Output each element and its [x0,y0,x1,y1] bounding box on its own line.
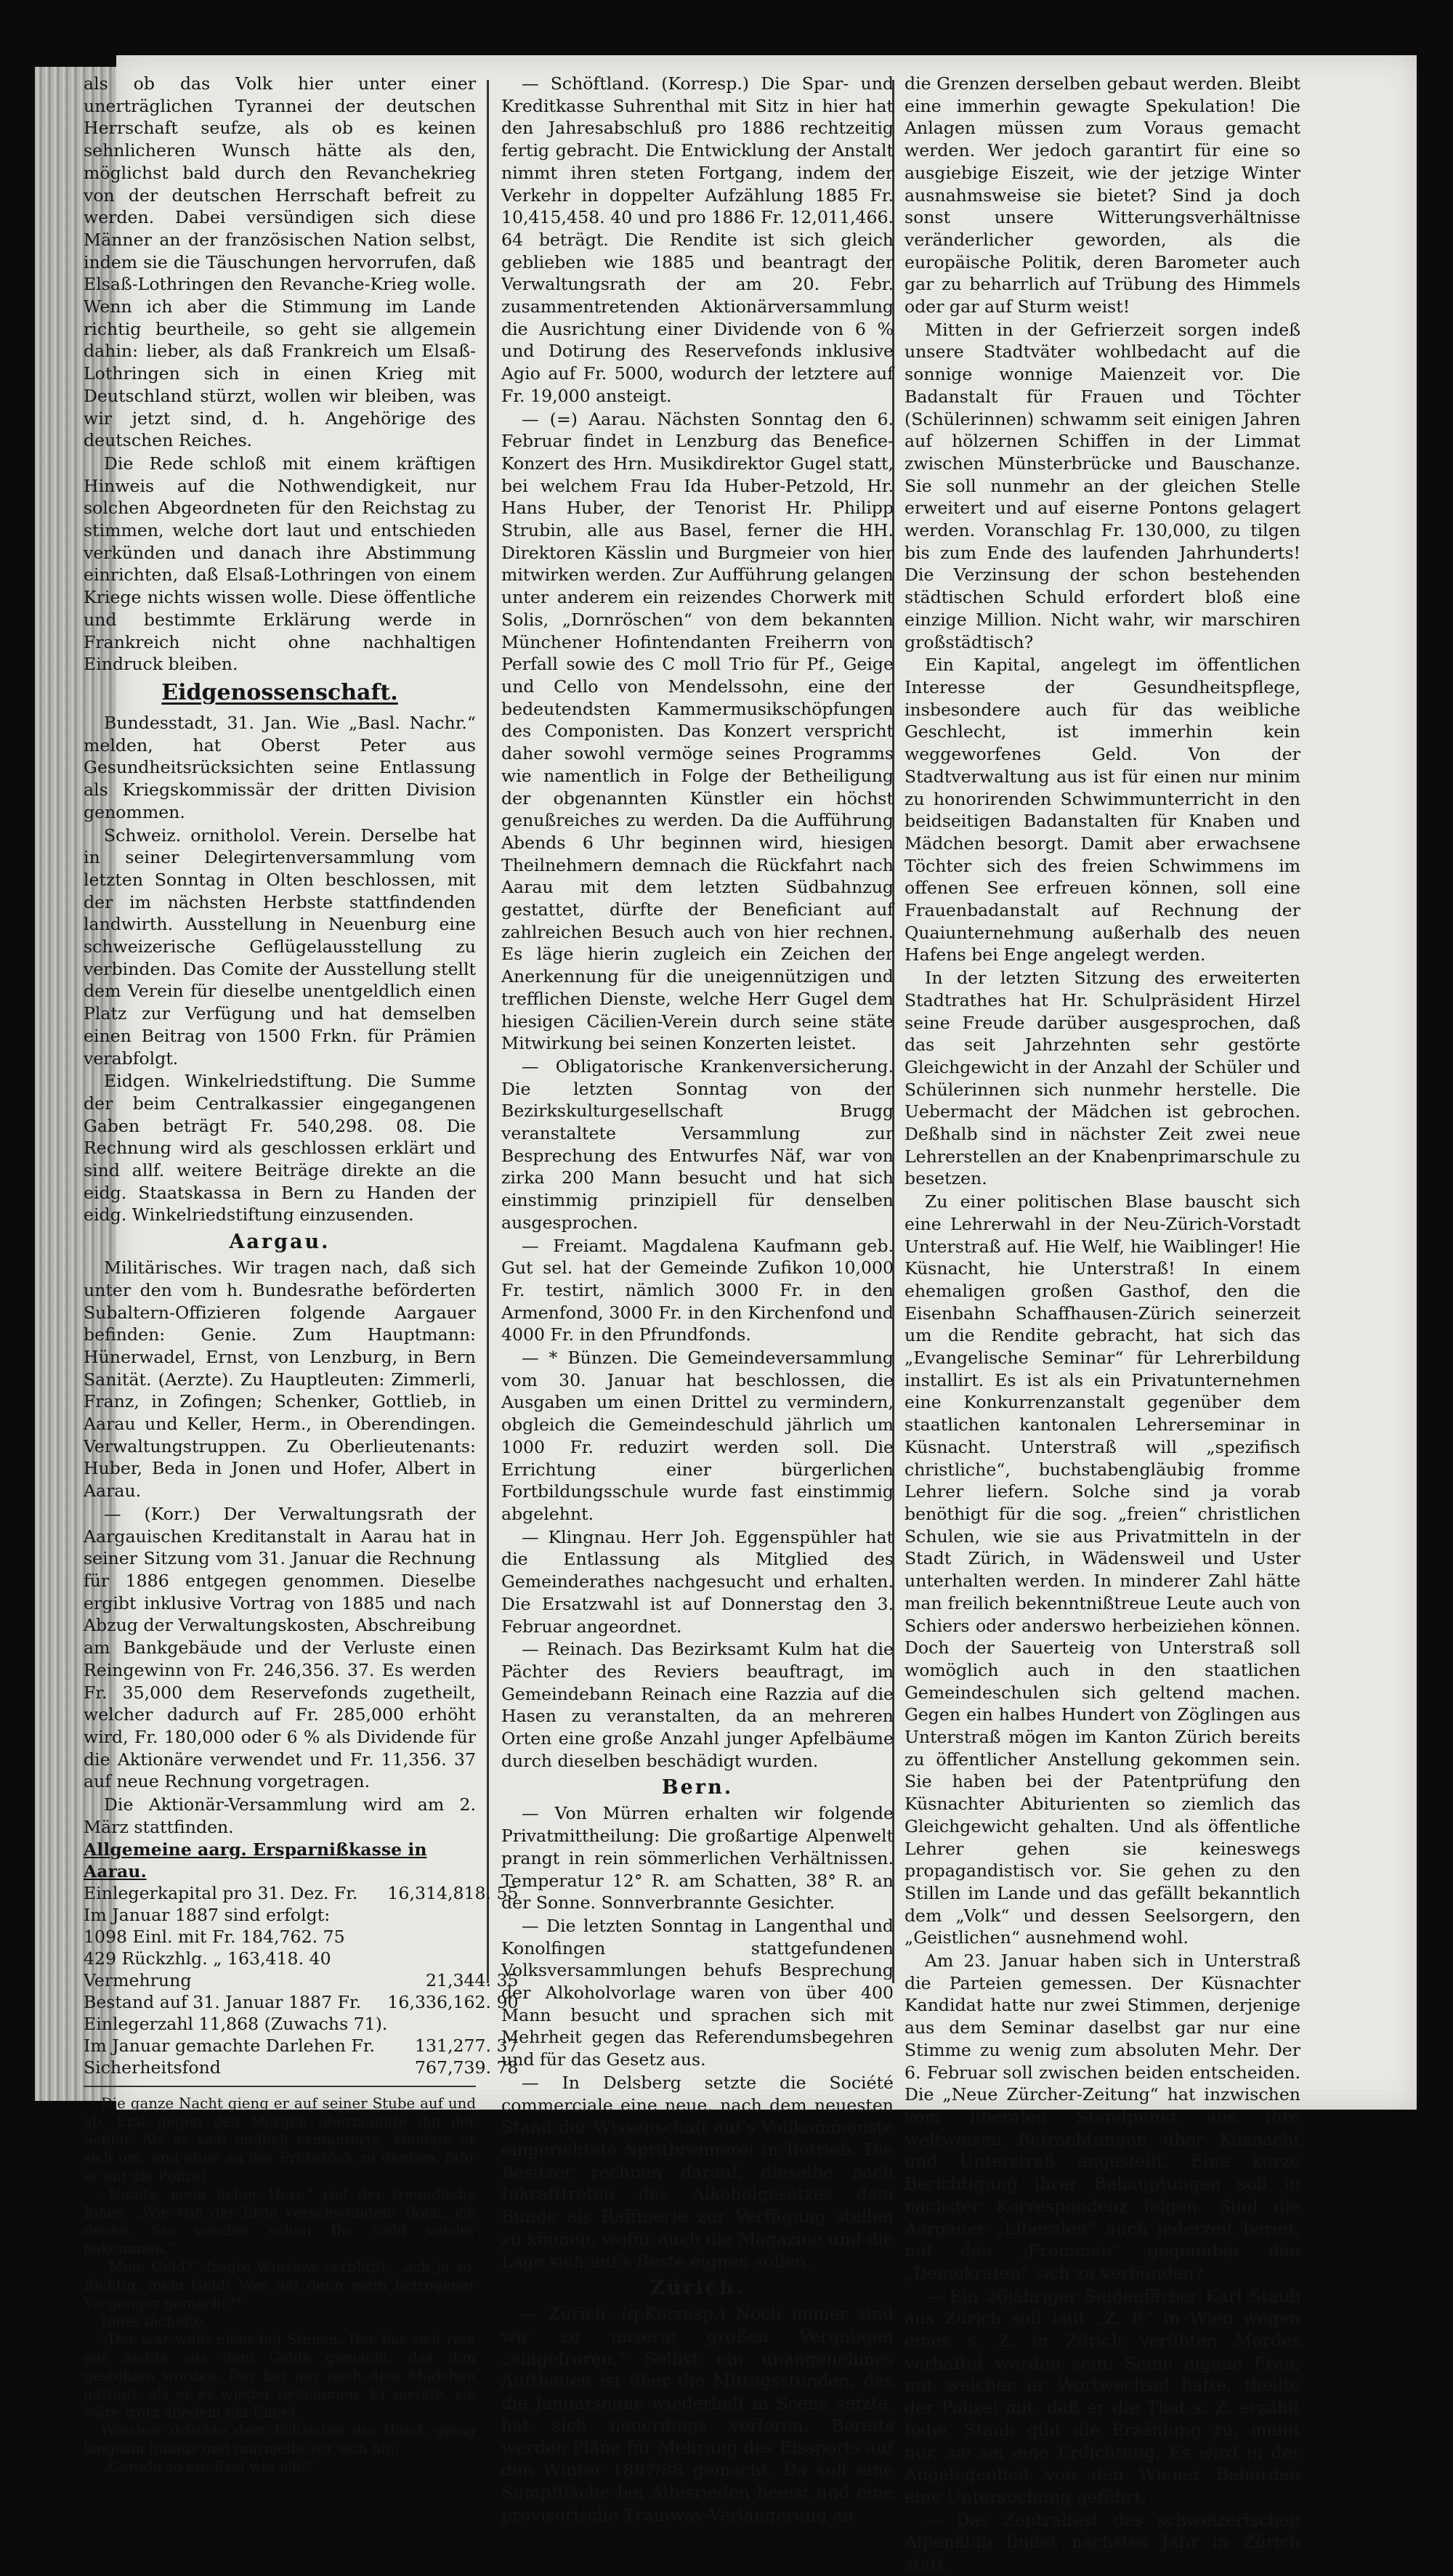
column-1 [84,73,519,2476]
article-paragraph: die Grenzen derselben gebaut werden. Bleibt eine immerhin gewagte Spekulation! Die Anlagen müssen zum Voraus gemacht werden. Wer jedoch garantirt für eine so ausgiebige Eiszeit, wie der jetzige Winter ausnahmsweise sie bietet? Sind ja doch sonst unsere Witterungsverhältnisse veränderlicher geworden, als die europäische Politik, deren Barometer auch gar zu beharrlich auf Trübung des Himmels oder gar auf Sturm weist! [904,73,1300,317]
savings-bank-row [84,1926,519,1948]
savings-bank-label: Vermehrung [84,1970,192,1991]
news-item: — Von Mürren erhalten wir folgende Privatmittheilung: Die großartige Alpenwelt prangt in rein sömmerlichen Verhältnissen. Temperatur 12° R. am Schatten, 38° R. an der Sonne. Sonnverbrannte Gesichter. [501,1803,894,1913]
section-heading-bern: Bern. [661,1776,734,1799]
section-heading-zuerich: Zürich. [649,2277,745,2300]
news-item: — Schöftland. (Korresp.) Die Spar- und Kreditkasse Suhrenthal mit Sitz in hier hat den Jahresabschluß pro 1886 rechtzeitig fertig gebracht. Die Entwicklung der Anstalt nimmt ihren steten Fortgang, indem der Verkehr in doppelter Aufzählung 1885 Fr. 10,415,458. 40 und pro 1886 Fr. 12,011,466. 64 beträgt. Die Rendite ist sich gleich geblieben wie 1885 und beantragt der Verwaltungsrath der am 20. Febr. zusammentretenden Aktionärversammlung die Ausrichtung einer Dividende von 6 % und Dotirung des Reservefonds inklusive Agio auf Fr. 5000, wodurch der letztere auf Fr. 19,000 ansteigt. [501,73,894,406]
savings-bank-row [84,2013,519,2035]
savings-bank-row [84,1904,519,1926]
savings-bank-value: 16,336,162. 90 [387,1992,519,2013]
feuilleton-paragraph: Jones lächelte. [101,2313,208,2330]
article-paragraph: als ob das Volk hier unter einer unerträglichen Tyrannei der deutschen Herrschaft seufze, als ob es keinen sehnlicheren Wunsch hätte als den, möglichst bald durch den Revanchekrieg von der deutschen Herrschaft befreit zu werden. Dabei versündigen sich diese Männer an der französischen Nation selbst, indem sie die Täuschungen hervorrufen, daß Elsaß-Lothringen den Revanche-Krieg wolle. Wenn ich aber die Stimmung im Lande richtig beurtheile, so geht sie allgemein dahin: lieber, als daß Frankreich um Elsaß-Lothringen sich in einen Krieg mit Deutschland stürzt, wollen wir bleiben, was wir jetzt sind, d. h. Angehörige des deutschen Reiches. [84,73,476,451]
savings-bank-label: Sicherheitsfond [84,2057,221,2078]
news-item: Eidgen. Winkelriedstiftung. Die Summe der beim Centralkassier eingegangenen Gaben beträgt Fr. 540,298. 08. Die Rechnung wird als geschlossen erklärt und sind allf. weitere Beiträge direkte an die eidg. Staatskassa in Bern zu Handen der eidg. Winkelriedstiftung einzusenden. [84,1071,476,1226]
news-item: Schweiz. ornitholol. Verein. Derselbe hat in seiner Delegirtenversammlung vom letzten Sonntag in Olten beschlossen, mit der im nächsten Herbste stattfindenden landwirth. Ausstellung in Neuenburg eine schweizerische Geflügelausstellung zu verbinden. Das Comite der Ausstellung stellt dem Verein für dieselbe unentgeldlich einen Platz zur Verfügung und hat demselben einen Beitrag von 1500 Frkn. für Prämien verabfolgt. [84,825,476,1069]
section-heading-eidgenossenschaft: Eidgenossenschaft. [161,679,398,705]
column-rule [487,80,489,1983]
article-paragraph: Die Rede schloß mit einem kräftigen Hinweis auf die Nothwendigkeit, nur solchen Abgeordneten für den Reichstag zu stimmen, welche dort laut und entschieden verkünden und danach ihre Abstimmung einrichten, daß Elsaß-Lothringen von einem Kriege nichts wissen wolle. Diese öffentliche und bestimmte Erklärung werde in Frankreich nicht ohne nachhaltigen Eindruck bleiben. [84,453,476,675]
savings-bank-label: Einlegerkapital pro 31. Dez. Fr. [84,1883,358,1904]
savings-bank-row [84,2057,519,2078]
savings-bank-label: 1098 Einl. mit Fr. 184,762. 75 [84,1927,345,1948]
savings-bank-value: 16,314,818. 55 [387,1883,519,1904]
savings-bank-label: Im Januar 1887 sind erfolgt: [84,1905,331,1926]
news-item: Die Aktionär-Versammlung wird am 2. März stattfinden. [84,1794,476,1837]
savings-bank-table [84,1882,519,2078]
feuilleton [84,2094,476,2476]
article-paragraph: Mitten in der Gefrierzeit sorgen indeß unsere Stadtväter wohlbedacht auf die sonnige wonnige Maienzeit vor. Die Badanstalt für Frauen und Töchter (Schülerinnen) schwamm seit einigen Jahren auf hölzernen Schiffen in der Limmat zwischen Münsterbrücke und Bauschanze. Sie soll nunmehr an der gleichen Stelle erweitert und auf eiserne Pontons gelagert werden. Voranschlag Fr. 130,000, zu tilgen bis zum Ende des laufenden Jahrhunderts! Die Verzinsung der schon bestehenden städtischen Schuld erfordert bloß eine einzige Million. Nicht wahr, wir marschiren großstädtisch? [904,319,1300,652]
savings-bank-value: 21,344. 35 [425,1970,519,1991]
savings-bank-value [387,1926,518,1948]
news-item: — Die letzten Sonntag in Langenthal und Konolfingen stattgefundenen Volksversammlungen behufs Besprechung der Alkoholvorlage waren von über 400 Mann besucht und sprachen sich mit Mehrheit gegen das Referendumsbegehren und für das Gesetz aus. [501,1915,894,2070]
news-item: — (=) Aarau. Nächsten Sonntag den 6. Februar findet in Lenzburg das Benefice-Konzert des Hrn. Musikdirektor Gugel statt, bei welchem Frau Ida Huber-Petzold, Hr. Hans Huber, der Tenorist Hr. Philipp Strubin, alle aus Basel, ferner die HH. Direktoren Kässlin und Burgmeier von hier mitwirken werden. Zur Aufführung gelangen unter anderem ein reizendes Chorwerk mit Solis, „Dornröschen“ von dem bekannten Münchener Hofintendanten Freiherrn von Perfall sowie des C moll Trio für Pf., Geige und Cello von Mendelssohn, eine der bedeutendsten Kammermusikschöpfungen des Componisten. Das Konzert verspricht daher sowohl vermöge seines Programms wie namentlich in Folge der Betheiligung der obgenannten Künstler ein höchst genußreiches zu werden. Da die Aufführung Abends 6 Uhr beginnen wird, hiesigen Theilnehmern demnach die Rückfahrt nach Aarau mit dem letzten Südbahnzug gestattet, dürfte der Beneficiant auf zahlreichen Besuch auch von hier rechnen. Es läge hierin zugleich ein Zeichen der Anerkennung für die uneigennützigen und trefflichen Dienste, welche Herr Gugel dem hiesigen Cäcilien-Verein durch seine stäte Mitwirkung bei seinen Konzerten leistet. [501,408,894,1054]
feuilleton-paragraph: Die ganze Nacht gieng er auf seiner Stube auf und ab. Erst gegen den Morgen übermannte ihn der Schlaf. Als er sich endlich ermunterte, kleidete er sich um, und ohne an das Frühstück zu denken, fuhr er auf die Polizei. [84,2095,476,2185]
savings-bank-label: 429 Rückzhlg. „ 163,418. 40 [84,1948,331,1969]
news-item: Bundesstadt, 31. Jan. Wie „Basl. Nachr.“ melden, hat Oberst Peter aus Gesundheitsrücksichten seine Entlassung als Kriegskommissär der dritten Division genommen. [84,712,476,822]
savings-bank-label: Einlegerzahl 11,868 (Zuwachs 71). [84,2014,388,2035]
savings-bank-row [84,1969,519,1991]
savings-bank-value [387,2013,518,2035]
savings-bank-row [84,2035,519,2057]
feuilleton-paragraph: „Mein Geld?“ fragte Winslow verblüfft; „ach ja so. Richtig, mein Geld! Was hat denn mein betrogener Vorgänger gemacht?“ [84,2259,476,2312]
feuilleton-paragraph: „Nichts, mein lieber Herr,“ rief der freundliche Jones. „Wie von der Erde verschwunden! Doch, ich denke, Sie werden schon Ihr Geld wieder bekommen.“ [84,2186,476,2258]
news-item: — In Delsberg setzte die Société commerciale eine neue, nach dem neuesten Stand der Wissenschaft auf's Vollkommenste eingerichtete Spritbrennerei in Betrieb. Die Besitzer rechnen darauf, dieselbe nach Inkrafttreten des Alkoholgesetzes dem Bunde als Raffinerie zur Verfügung stellen zu können, wofür auch die Magazine und die Lage sich auf's Beste eignen sollen. [501,2072,894,2272]
column-3 [904,73,1300,2575]
news-item: — Klingnau. Herr Joh. Eggenspühler hat die Entlassung als Mitglied des Gemeinderathes nachgesucht und erhalten. Die Ersatzwahl ist auf Donnerstag den 3. Februar angeordnet. [501,1526,894,1637]
feuilleton-divider [84,2086,476,2087]
scan-right-margin [1417,55,1453,2110]
article-paragraph: Ein Kapital, angelegt im öffentlichen Interesse der Gesundheitspflege, insbesondere auch für das weibliche Geschlecht, ist immerhin kein weggeworfenes Geld. Von der Stadtverwaltung aus ist für einen nur minim zu honorirenden Schwimmunterricht in den beidseitigen Badanstalten für Knaben und Mädchen besorgt. Damit aber erwachsene Töchter sich des freien Schwimmens im offenen See erfreuen können, soll eine Frauenbadanstalt auf Rechnung der Quaiunternehmung außerhalb des neuen Hafens bei Enge angelegt werden. [904,655,1300,965]
savings-bank-label: Im Januar gemachte Darlehen Fr. [84,2036,375,2057]
savings-bank-heading [84,1839,476,1882]
column-2 [501,73,894,2525]
news-item: Militärisches. Wir tragen nach, daß sich unter den vom h. Bundesrathe beförderten Subaltern-Offizieren folgende Aargauer befinden: Genie. Zum Hauptmann: Hünerwadel, Ernst, von Lenzburg, in Bern Sanität. (Aerzte). Zu Hauptleuten: Zimmerli, Franz, in Zofingen; Schenker, Gottlieb, in Aarau und Keller, Herm., in Oberendingen. Verwaltungstruppen. Zu Oberlieutenants: Huber, Beda in Jonen und Hofer, Albert in Aarau. [84,1257,476,1502]
savings-bank-row [84,1991,519,2013]
savings-bank-value: 767,739. 78 [414,2057,519,2078]
news-item: — Ein 26jähriger Seidenfärber Karl Staub aus Zürich soll laut „Z. P.“ in Wien wegen eines s. Z. in Zürich verübten Mordes verhaftet worden sein. Seine eigene Frau, mit welcher er Wortwechsel hatte, theilte der Polizei mit, daß er die That s. Z. erzählt habe. Staub gibt die Erzählung zu, meint nur, sie sei eine Erdichtung. Es wird in der Angelegenheit von den Wiener Behörden eine Untersuchung geführt. [904,2285,1300,2507]
savings-bank-value [387,1948,518,1969]
feuilleton-paragraph: „Gerade so ein Esel wie ich!“ [101,2458,315,2476]
news-item: — Zürich. (q-Korresp.) Noch immer sind wir zu unserm großen Vergnügen „eingefroren.“ Selbst ein unangenehmes Aufthauen ist über die Mittagsstunden, das die Januarsonne wiederholt in Scene setzte, hat sich neuerdings verloren. Bereits werden Pläne für Mehrung des Eissports auf den Winter 1887/88 gemacht. Da soll eine Sumpffläche bei Albisrieden beeist und eine provisorische Tramway-Verlängerung an [501,2304,894,2525]
section-heading-aargau: Aargau. [229,1231,331,1254]
article-paragraph: Zu einer politischen Blase bauscht sich eine Lehrerwahl in der Neu-Zürich-Vorstadt Unterstraß auf. Hie Welf, hie Waiblinger! Hie Küsnacht, hie Unterstraß! In einem ehemaligen großen Gasthof, den die Eisenbahn Schaffhausen-Zürich seinerzeit um die Rendite gebracht, hat sich das „Evangelische Seminar“ für Lehrerbildung installirt. Es ist als ein Privatunternehmen eine Konkurrenzanstalt gegenüber dem staatlichen kantonalen Lehrerseminar in Küsnacht. Unterstraß will „spezifisch christliche“, buchstabengläubig fromme Lehrer liefern. Solche sind ja vorab benöthigt für die sog. „freien“ christlichen Schulen, wie sie aus Privatmitteln in der Stadt Zürich, in Wädensweil und Uster unterhalten werden. In minderer Zahl hätte man freilich bekenntnißtreue Leute auch von Schiers oder anderswo herbeiziehen können. Doch der Sauerteig von Unterstraß soll womöglich auch in den staatlichen Gemeindeschulen sich geltend machen. Gegen ein halbes Hundert von Zöglingen aus Unterstraß mögen im Kanton Zürich bereits zu öffentlicher Anstellung gekommen sein. Sie haben bei der Patentprüfung den Küsnachter Abiturienten so ziemlich das Gleichgewicht gehalten. Und als öffentliche Lehrer gehen sie keineswegs propagandistisch vor. Sie gehen zu den Stillen im Lande und das gefällt bekanntlich dem „Volk“ und dessen Seelsorgern, den „Geistlichen“ ausnehmend wohl. [904,1191,1300,1948]
savings-bank-row [84,1882,519,1904]
news-item: — Reinach. Das Bezirksamt Kulm hat die Pächter des Reviers beauftragt, im Gemeindebann Reinach eine Razzia auf die Hasen zu veranstalten, da an mehreren Orten eine große Anzahl junger Apfelbäume durch dieselben beschädigt wurden. [501,1639,894,1771]
savings-bank-value: 131,277. 37 [414,2036,519,2057]
news-item: — Obligatorische Krankenversicherung. Die letzten Sonntag von der Bezirkskulturgesellschaft Brugg veranstaltete Versammlung zur Besprechung des Entwurfes Näf, war von zirka 200 Mann besucht und hat sich einstimmig prinzipiell für denselben ausgesprochen. [501,1056,894,1233]
savings-bank-row [84,1948,519,1969]
feuilleton-paragraph: „Der war wohl nicht bei Sinnen. Der hat sich rein gar nichts aus dem Gelde gemacht, das ihm gestohlen worden. Der hat nur nach dem Mädchen gefragt, als er es wieder bekommen. Er meinte, sie wäre trotz alledem ein Engel. [84,2331,476,2421]
savings-bank-value [387,1904,518,1926]
savings-bank-title: Allgemeine aarg. Ersparnißkasse in Aarau. [84,1839,427,1882]
article-paragraph: In der letzten Sitzung des erweiterten Stadtrathes hat Hr. Schulpräsident Hirzel seine Freude darüber ausgesprochen, daß das seit Jahrzehnten sehr gestörte Gleichgewicht in der Anzahl der Schüler und Schülerinnen sich nunmehr herstelle. Die Uebermacht der Mädchen ist gebrochen. Deßhalb sind in nächster Zeit zwei neue Lehrerstellen an der Knabenprimarschule zu besetzen. [904,968,1300,1189]
news-item: — (Korr.) Der Verwaltungsrath der Aargauischen Kreditanstalt in Aarau hat in seiner Sitzung vom 31. Januar die Rechnung für 1886 entgegen genommen. Dieselbe ergibt inklusive Vortrag von 1885 und nach Abzug der Verwaltungskosten, Abschreibung am Bankgebäude und der Verluste einen Reingewinn von Fr. 246,356. 37. Es werden Fr. 35,000 dem Reservefonds zugetheilt, welcher dadurch auf Fr. 285,000 erhöht wird, Fr. 180,000 oder 6 % als Dividende für die Aktionäre verwendet und Fr. 11,356. 37 auf neue Rechnung vorgetragen. [84,1503,476,1792]
news-item: — Freiamt. Magdalena Kaufmann geb. Gut sel. hat der Gemeinde Zufikon 10,000 Fr. testirt, nämlich 3000 Fr. in den Armenfond, 3000 Fr. in den Kirchenfond und 4000 Fr. in den Pfrundfonds. [501,1235,894,1345]
savings-bank-label: Bestand auf 31. Januar 1887 Fr. [84,1992,362,2013]
news-item: — * Bünzen. Die Gemeindeversammlung vom 30. Januar hat beschlossen, die Ausgaben um einen Drittel zu vermindern, obgleich die Gemeindeschuld jährlich um 1000 Fr. reduzirt werden soll. Die Errichtung einer bürgerlichen Fortbildungsschule wurde fast einstimmig abgelehnt. [501,1348,894,1524]
article-paragraph: Am 23. Januar haben sich in Unterstraß die Parteien gemessen. Der Küsnachter Kandidat hatte nur zwei Stimmen, derjenige aus dem Seminar daselbst gar nur eine Stimme zu wenig zum absoluten Mehr. Der 6. Februar soll zwischen beiden entscheiden. Die „Neue Zürcher-Zeitung“ hat inzwischen vom liberalen Standpunkt aus ihre weltweisen Betrachtungen über Küsnacht und Unterstraß angestellt. Eine kurze Berichtigung ihrer Behauptungen soll in nächster Korrespondenz folgen. Sind die Aargauer „Liberalen“ auch jederzeit bereit, mit den „Frommen“ gegenüber den „Demokraten“ sich zu verbünden? [904,1951,1300,2283]
feuilleton-paragraph: Winslow drückte dem Polizisten die Hand, gieng langsam hinaus und murmelte vor sich hin: [84,2422,476,2458]
news-item: — Das Zentralfest des schweizerischen Alpenklub findet nächstes Jahr in Zürich statt. [904,2509,1300,2575]
